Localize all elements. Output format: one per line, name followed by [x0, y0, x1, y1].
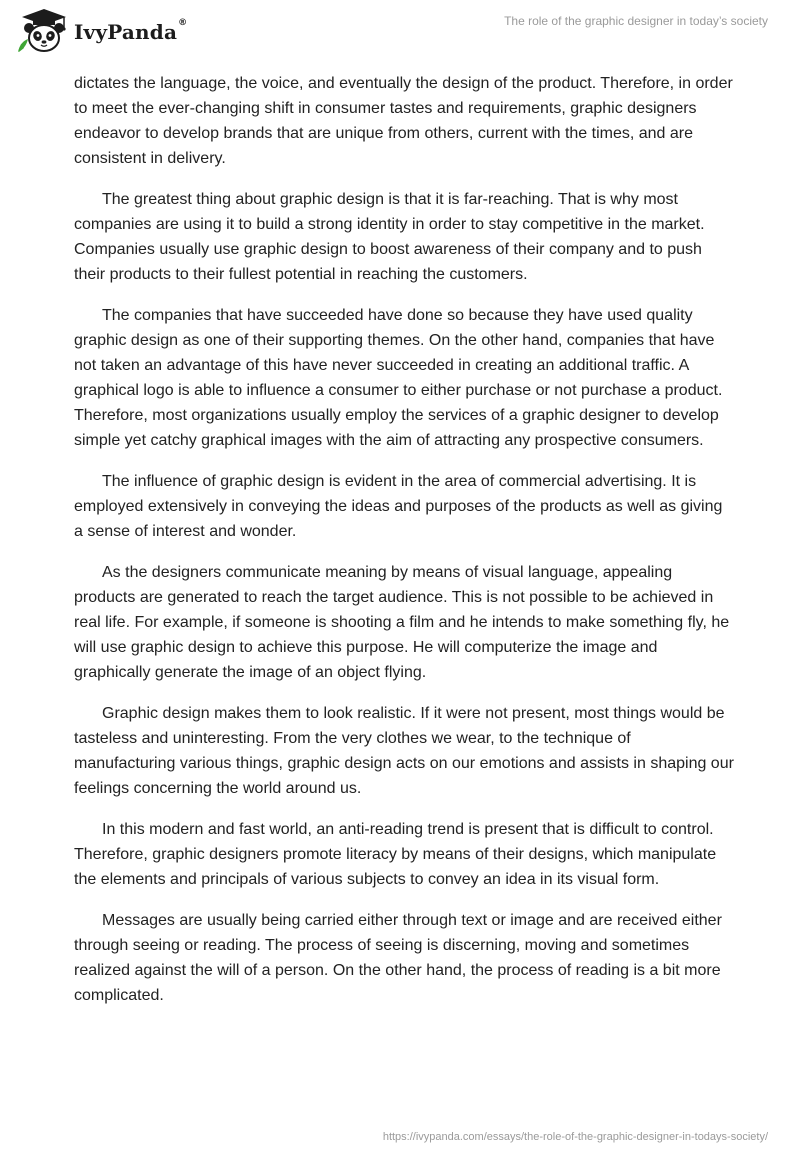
paragraph-4: The influence of graphic design is evident in the area of commercial advertising. It is employed extensively in conveying the ideas and purposes of the products as well as giving a sense of interest and wonder. [74, 473, 723, 540]
paragraph-1: dictates the language, the voice, and eventually the design of the product. Therefore, in order to meet the ever-changing shift in consumer tastes and requirements, graphic designers endeavor to develop brands that are unique from others, current with the times, and are consistent in delivery. [74, 75, 733, 167]
page-header [0, 0, 800, 70]
paragraph-8: Messages are usually being carried either through text or image and are received either through seeing or reading. The process of seeing is discerning, moving and sometimes realized against the will of a person. On the other hand, the process of reading is a bit more complicated. [74, 912, 722, 1004]
paragraph-6: Graphic design makes them to look realistic. If it were not present, most things would be tasteless and uninteresting. From the very clothes we wear, to the technique of manufacturing various things, graphic design acts on our emotions and assists in shaping our feelings concerning the world around us. [74, 705, 734, 797]
paragraph-2: The greatest thing about graphic design is that it is far-reaching. That is why most companies are using it to build a strong identity in order to stay competitive in the market. Companies usually use graphic design to boost awareness of their company and to push their products to their fullest potential in reaching the customers. [74, 191, 705, 283]
document-title: The role of the graphic designer in today’s society [504, 14, 768, 28]
panda-graduate-icon [14, 8, 72, 54]
paragraph-7: In this modern and fast world, an anti-reading trend is present that is difficult to control. Therefore, graphic designers promote literacy by means of their designs, which manipulate the elements and principals of various subjects to convey an idea in its visual form. [74, 821, 717, 888]
paragraph-3: The companies that have succeeded have done so because they have used quality graphic design as one of their supporting themes. On the other hand, companies that have not taken an advantage of this have never succeeded in creating an additional traffic. A graphical logo is able to influence a consumer to either purchase or not purchase a product. Therefore, most organizations usually employ the services of a graphic designer to develop simple yet catchy graphical images with the aim of attracting any prospective consumers. [74, 307, 723, 449]
source-url[interactable]: https://ivypanda.com/essays/the-role-of-the-graphic-designer-in-todays-society/ [382, 1131, 768, 1143]
logo-wordmark: IvyPanda® [74, 18, 188, 44]
essay-body [74, 71, 734, 1024]
registered-mark: ® [178, 18, 188, 28]
paragraph-5: As the designers communicate meaning by means of visual language, appealing products are generated to reach the target audience. This is not possible to be achieved in real life. For example, if someone is shooting a film and he intends to make something fly, he will use graphic design to achieve this purpose. He will computerize the image and graphically generate the image of an object flying. [74, 564, 730, 681]
ivypanda-logo[interactable] [14, 8, 187, 54]
